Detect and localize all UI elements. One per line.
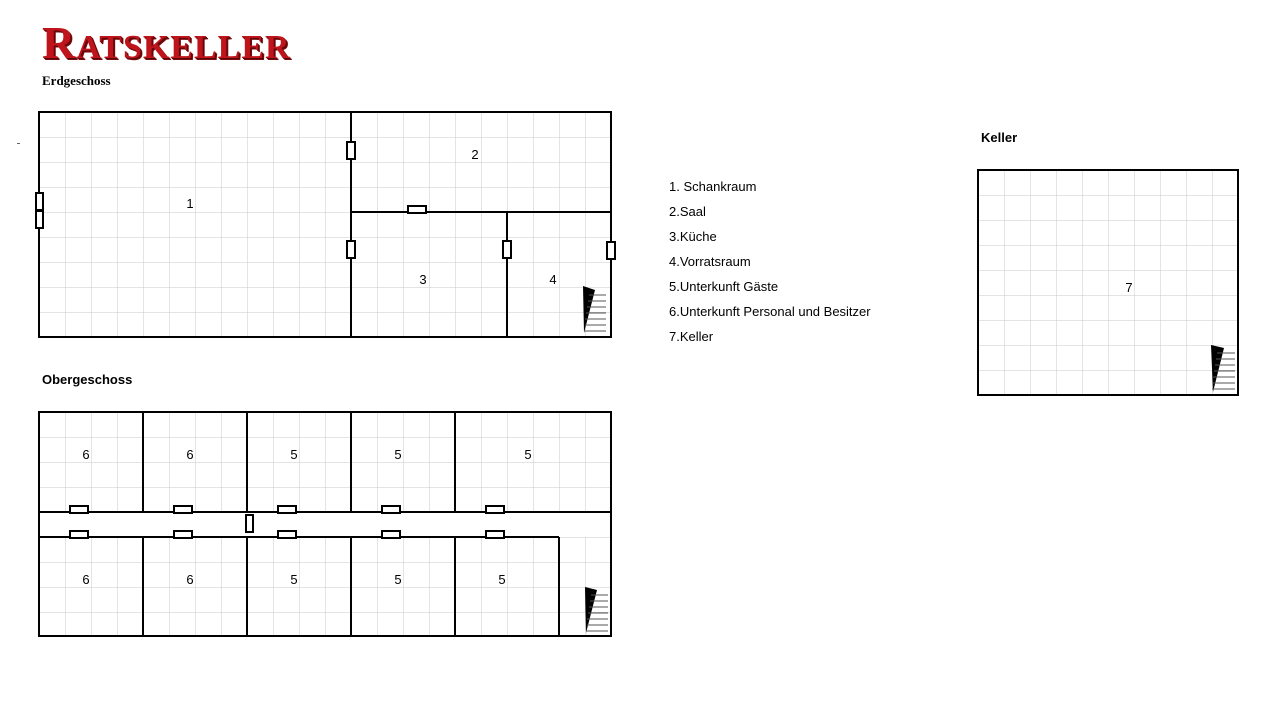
cellar-plan [978,170,1238,395]
door [408,206,426,213]
legend-item-unterkunft-personal: 6.Unterkunft Personal und Besitzer [669,304,871,319]
room-number: 6 [186,572,194,587]
room-number: 5 [394,572,402,587]
door [246,515,253,532]
room-number: 7 [1125,280,1133,295]
door [70,506,88,513]
room-number: 5 [290,447,298,462]
door [382,531,400,538]
door [486,531,504,538]
door [36,211,43,228]
corridor-floor [39,512,611,537]
room-number: 6 [186,447,194,462]
upper-floor-heading: Obergeschoss [42,372,133,387]
room-number: 3 [419,272,427,287]
door [607,242,615,259]
cellar-heading: Keller [981,130,1018,145]
door [278,506,296,513]
room-number: 5 [524,447,532,462]
ground-floor-heading: Erdgeschoss [42,73,111,88]
door [174,531,192,538]
door [503,241,511,258]
title-first-letter: R [42,17,77,68]
ground-floor-grid [39,112,611,337]
legend-item-kueche: 3.Küche [669,229,717,244]
door [36,193,43,210]
room-number: 6 [82,447,90,462]
room-number: 4 [549,272,557,287]
legend-item-unterkunft-gaeste: 5.Unterkunft Gäste [669,279,779,294]
door [486,506,504,513]
room-number: 5 [394,447,402,462]
door [174,506,192,513]
room-number: 6 [82,572,90,587]
legend-item-keller: 7.Keller [669,329,714,344]
cellar-grid [978,170,1238,395]
room-number: 2 [471,147,479,162]
upper-floor-plan [39,412,611,636]
door [382,506,400,513]
ground-floor-plan [36,112,615,337]
room-number: 1 [186,196,194,211]
door [278,531,296,538]
legend-item-schankraum: 1. Schankraum [669,179,757,194]
legend-item-vorratsraum: 4.Vorratsraum [669,254,751,269]
room-number: 5 [290,572,298,587]
door [347,241,355,258]
title-rest: ATSKELLER [76,29,291,66]
door [70,531,88,538]
room-number: 5 [498,572,506,587]
legend-item-saal: 2.Saal [669,204,706,219]
door [347,142,355,159]
